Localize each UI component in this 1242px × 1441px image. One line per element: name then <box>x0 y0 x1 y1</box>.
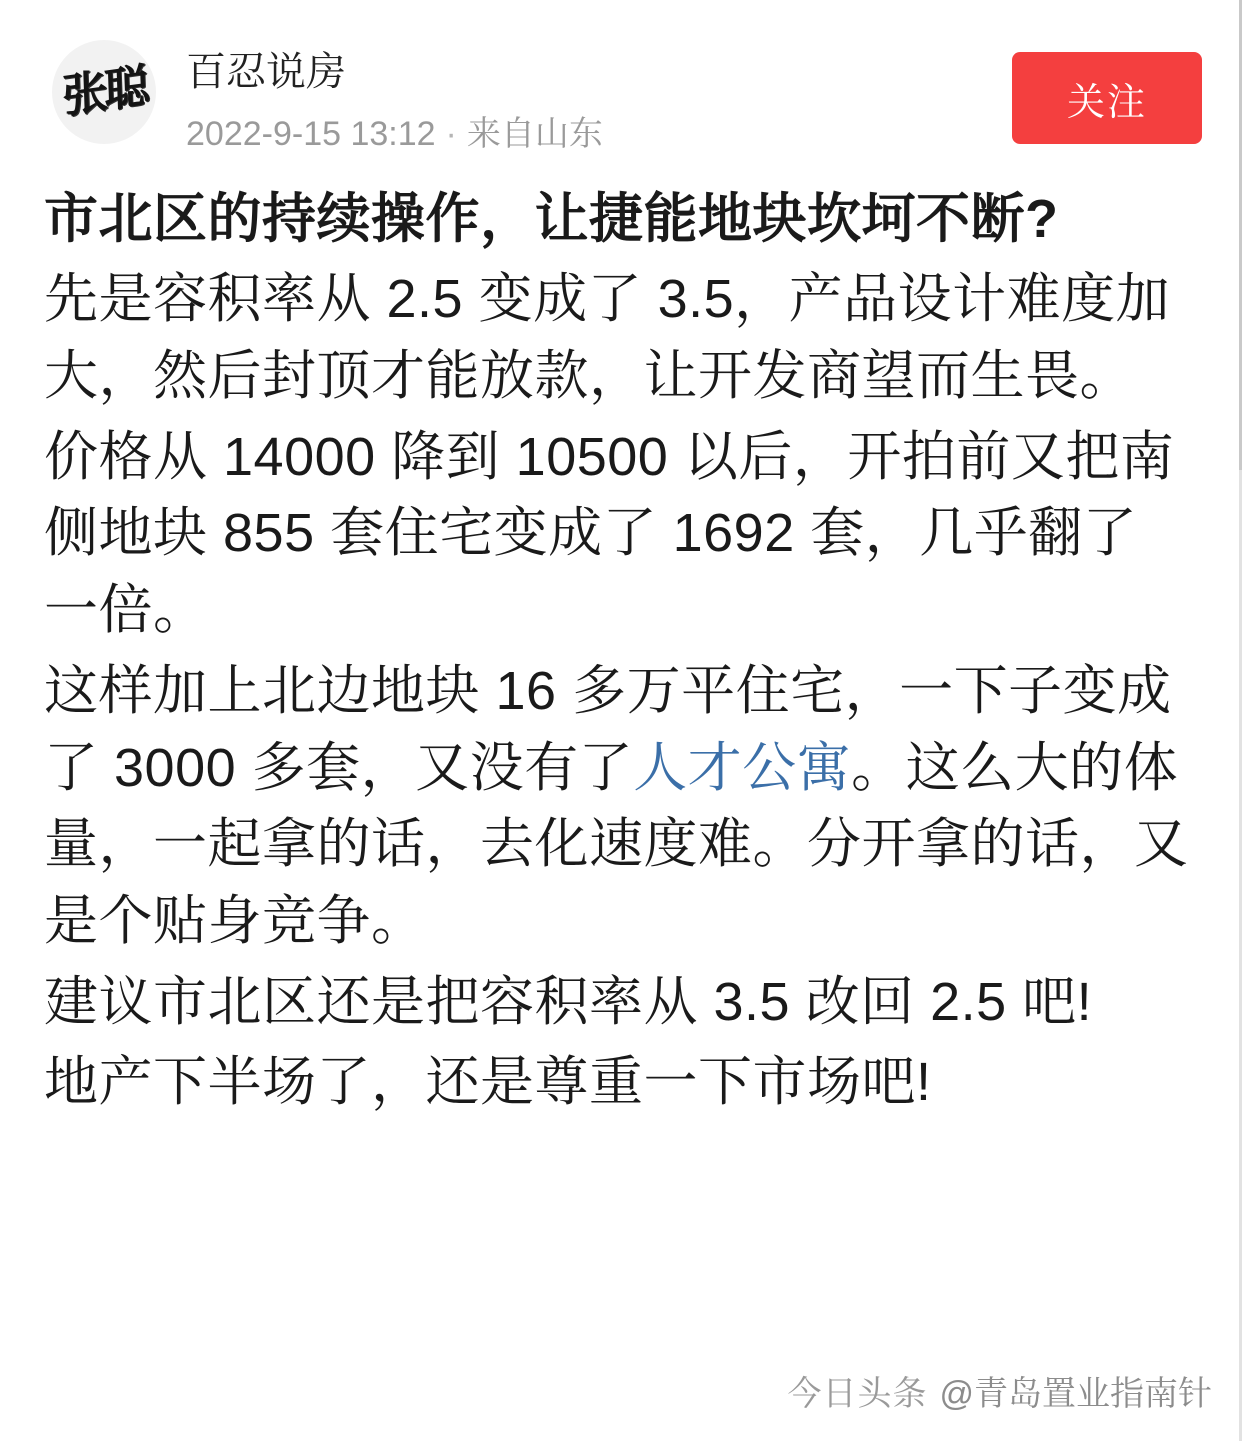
author-name[interactable]: 百忍说房 <box>186 50 346 94</box>
article-body <box>0 155 1242 1121</box>
article-paragraph-1: 先是容积率从 2.5 变成了 3.5，产品设计难度加大，然后封顶才能放款，让开发商望而生畏。 <box>44 269 1171 407</box>
paragraph-3-tail: 。这么大的体量，一起拿的话，去化速度难。分开拿的话，又是个贴身竞争。 <box>44 737 1189 951</box>
post-subline <box>186 114 1012 155</box>
watermark <box>787 1366 1212 1415</box>
avatar[interactable] <box>52 40 156 144</box>
article-paragraph-2: 价格从 14000 降到 10500 以后，开拍前又把南侧地块 855 套住宅变成了 1692 套，几乎翻了一倍。 <box>44 426 1175 641</box>
meta-separator: · <box>445 115 457 153</box>
post-header <box>0 0 1242 155</box>
paragraph-3-lead: 这样加上北边地块 16 多万平住宅，一下子变成了 3000 多套，又没有了 <box>44 660 1172 798</box>
avatar-signature: 张聪 <box>61 60 147 123</box>
watermark-handle: @青岛置业指南针 <box>939 1375 1212 1413</box>
inline-link-talent-apartment[interactable]: 人才公寓 <box>633 737 852 798</box>
article-paragraph-title: 市北区的持续操作，让捷能地块坎坷不断? <box>44 188 1059 249</box>
follow-button[interactable]: 关注 <box>1012 52 1202 144</box>
article-paragraph-3 <box>44 653 1190 960</box>
article-paragraph-5: 地产下半场了，还是尊重一下市场吧! <box>44 1052 932 1113</box>
post-timestamp: 2022-9-15 13:12 <box>186 115 436 153</box>
post-meta <box>186 40 1012 155</box>
toutiao-logo-icon: 今日头条 <box>787 1375 928 1413</box>
article-paragraph-4: 建议市北区还是把容积率从 3.5 改回 2.5 吧! <box>44 971 1093 1032</box>
post-location: 来自山东 <box>466 115 603 153</box>
